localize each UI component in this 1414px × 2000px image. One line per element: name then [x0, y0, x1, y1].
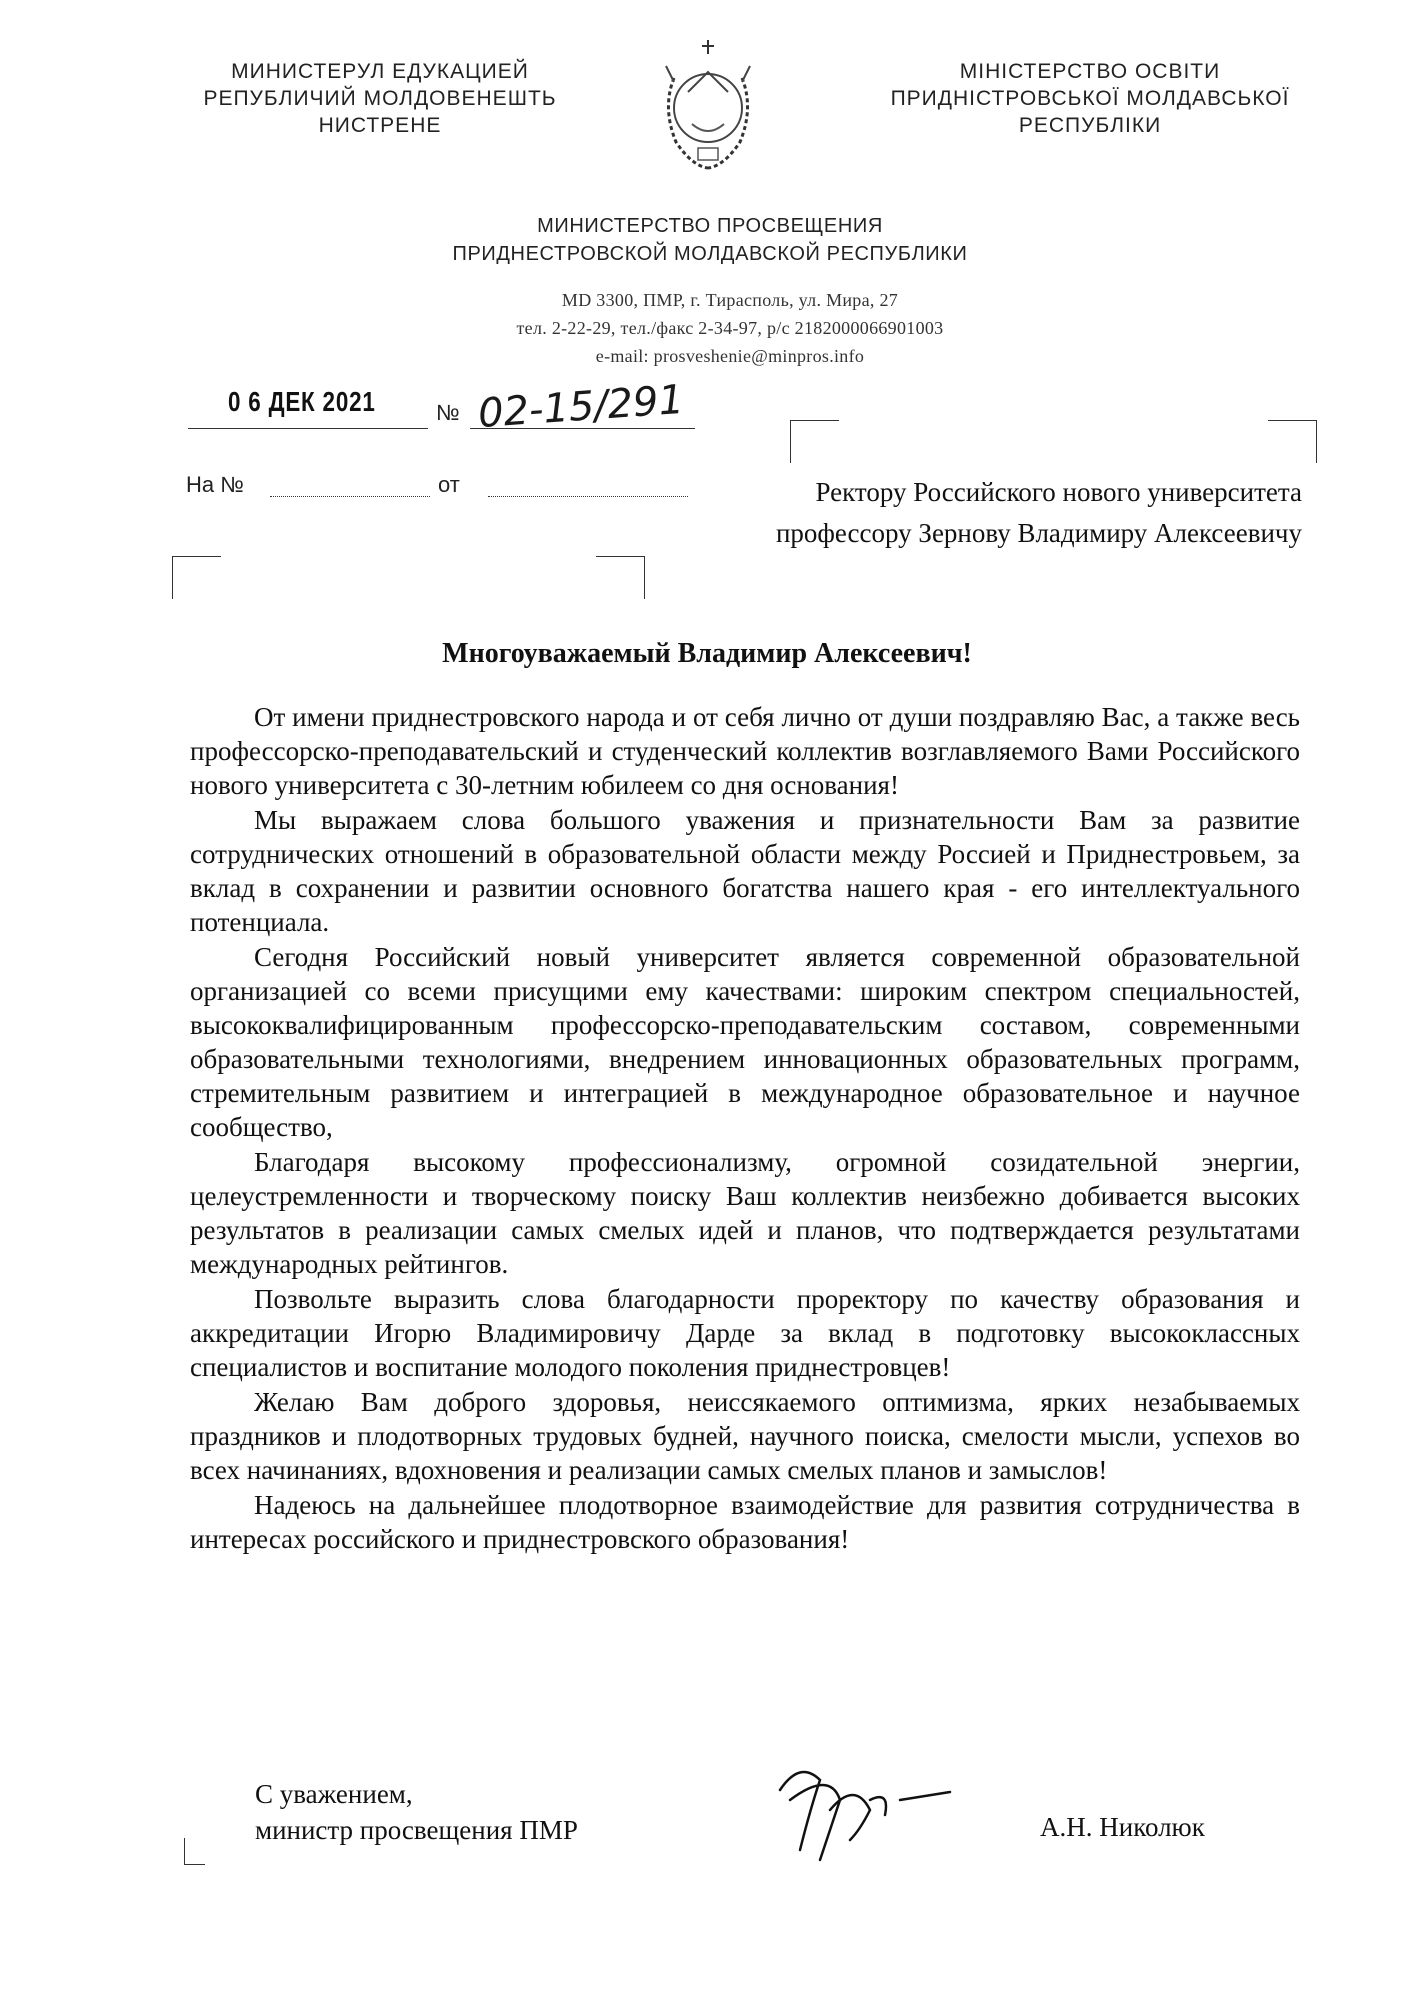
- coat-of-arms-emblem: [652, 38, 764, 178]
- subject-corner-top-left: [172, 556, 221, 599]
- ministry-line: МИНИСТЕРСТВО ПРОСВЕЩЕНИЯ: [537, 215, 883, 237]
- ref-underline: [270, 496, 430, 497]
- signer-name: А.Н. Николюк: [1040, 1812, 1205, 1842]
- header-left-line: РЕПУБЛИЧИЙ МОЛДОВЕНЕШТЬ: [203, 87, 557, 110]
- body-paragraph: Желаю Вам доброго здоровья, неиссякаемого оптимизма, ярких незабываемых праздников и плодотворных трудовых будней, научного поиска, смелости мысли, успехов во всех начинаниях, вдохновения и реализации самых смелых планов и замыслов!: [190, 1387, 1300, 1485]
- closing-regards: С уважением,: [255, 1779, 413, 1809]
- subject-corner-top-right: [596, 556, 645, 599]
- body-paragraph: Сегодня Российский новый университет является современной образовательной организацией со всеми присущими ему качествами: широким спектром специальностей, высококвалифицированным профессорско-преподавательским составом, современными образовательными технологиями, внедрением инновационных образовательных программ, стремительным развитием и интеграцией в международное образовательное и научное сообщество,: [190, 942, 1300, 1142]
- phone-line: тел. 2-22-29, тел./факс 2-34-97, р/с 2182000066901003: [516, 318, 944, 338]
- address-corner-top-right: [1268, 420, 1317, 463]
- signer-position: министр просвещения ПМР: [255, 1815, 578, 1845]
- header-right-line: РЕСПУБЛІКИ: [1018, 114, 1162, 137]
- body-paragraph: Позвольте выразить слова благодарности проректору по качеству образования и аккредитации Игорю Владимировичу Дарде за вклад в подготовку высококлассных специалистов и воспитание молодого поколения приднестровцев!: [190, 1284, 1300, 1382]
- addressee-line: профессору Зернову Владимиру Алексеевичу: [775, 518, 1302, 548]
- greeting: Многоуважаемый Владимир Алексеевич!: [442, 638, 972, 669]
- body-paragraph: От имени приднестровского народа и от себя лично от души поздравляю Вас, а также весь профессорско-преподавательский и студенческий коллектив возглавляемого Вами Российского нового университета с 30-летним юбилеем со дня основания!: [190, 702, 1300, 800]
- letter-body: [190, 700, 1300, 1556]
- corner-mark: [184, 1838, 205, 1865]
- ministry-contacts: [430, 286, 1030, 370]
- from-label: от: [438, 472, 460, 497]
- body-paragraph: Благодаря высокому профессионализму, огромной созидательной энергии, целеустремленности и творческому поиску Ваш коллектив неизбежно добивается высоких результатов в реализации самых смелых идей и планов, что подтверждается результатами международных рейтингов.: [190, 1147, 1300, 1279]
- header-left-line: МИНИСТЕРУЛ ЕДУКАЦИЕЙ: [231, 60, 529, 83]
- closing-block: [255, 1776, 578, 1848]
- header-right-ukrainian: [850, 58, 1330, 139]
- date-stamp: 0 6 ДЕК 2021: [228, 386, 376, 417]
- header-right-line: МІНІСТЕРСТВО ОСВІТИ: [959, 60, 1221, 83]
- body-paragraph: Надеюсь на дальнейшее плодотворное взаимодействие для развития сотрудничества в интересах российского и приднестровского образования!: [190, 1490, 1300, 1554]
- from-underline: [488, 496, 688, 497]
- addressee-line: Ректору Российского нового университета: [815, 477, 1302, 507]
- ministry-name: [380, 212, 1040, 268]
- addressee: [776, 472, 1302, 554]
- body-paragraph: Мы выражаем слова большого уважения и признательности Вам за развитие сотруднических отношений в образовательной области между Россией и Приднестровьем, за вклад в сохранении и развитии основного богатства нашего края - его интеллектуального потенциала.: [190, 805, 1300, 937]
- address-corner-top-left: [790, 420, 839, 463]
- header-left-moldovan: [150, 58, 610, 139]
- address-line: MD 3300, ПМР, г. Тирасполь, ул. Мира, 27: [561, 290, 899, 310]
- date-underline: [188, 428, 428, 429]
- header-right-line: ПРИДНІСТРОВСЬКОЇ МОЛДАВСЬКОЇ: [890, 87, 1290, 110]
- email-line: e-mail: prosveshenie@minpros.info: [595, 346, 865, 366]
- handwritten-signature: [760, 1740, 970, 1880]
- header-left-line: НИСТРЕНЕ: [318, 114, 442, 137]
- handwritten-number: 02-15/291: [476, 376, 686, 438]
- ref-label: На №: [186, 472, 244, 497]
- ministry-line: ПРИДНЕСТРОВСКОЙ МОЛДАВСКОЙ РЕСПУБЛИКИ: [452, 243, 968, 265]
- number-symbol: №: [436, 400, 460, 425]
